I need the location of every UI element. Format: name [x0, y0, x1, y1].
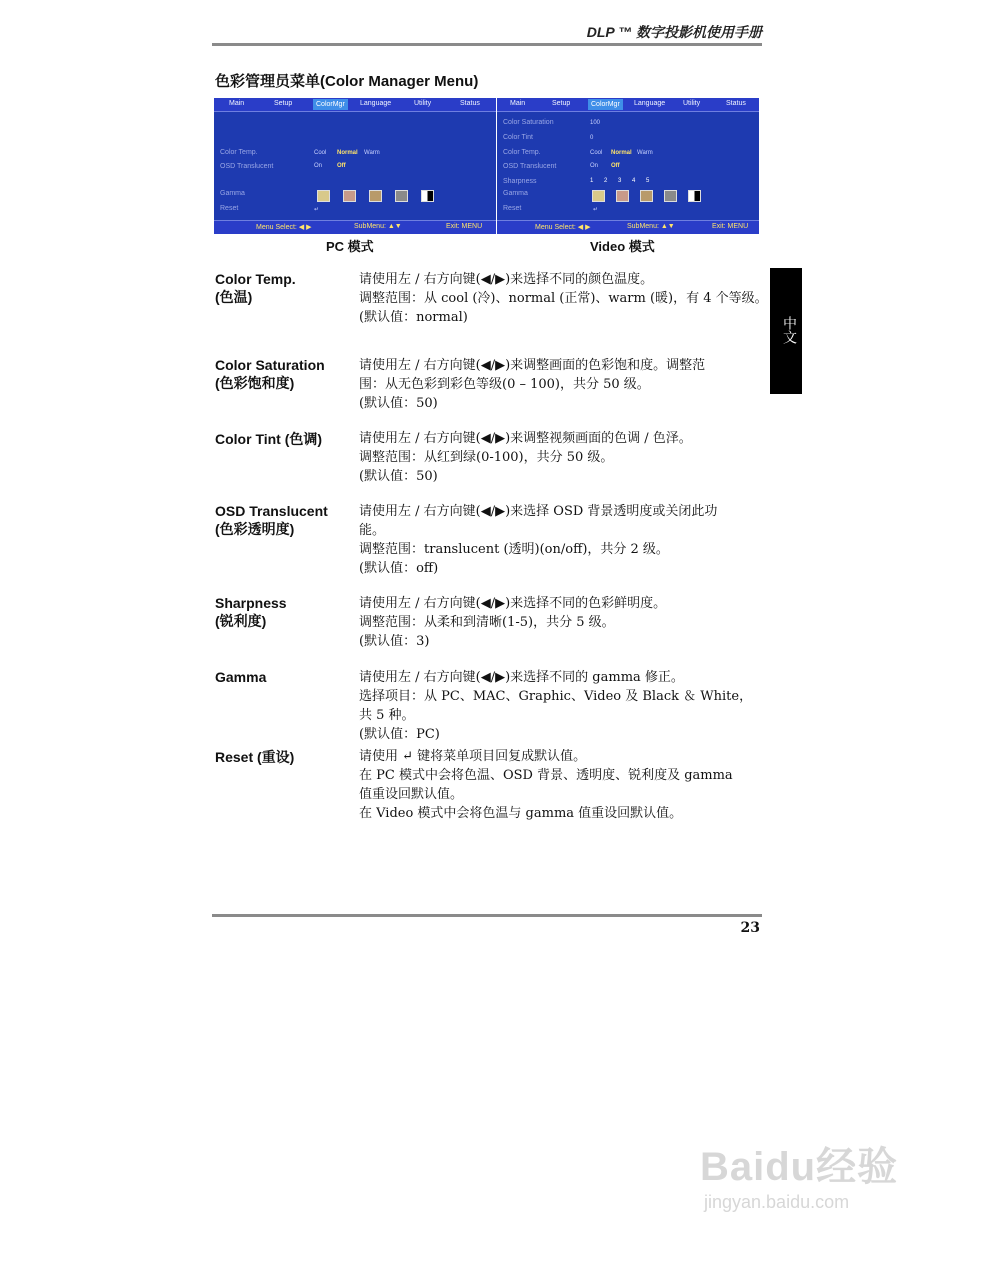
osd-tab-language: Language [634, 100, 666, 107]
osd-screenshot-pc [214, 98, 496, 234]
side-tab-label: 中文 [781, 316, 797, 344]
osd-value-off: Off [337, 163, 346, 169]
osd-tab-main: Main [510, 100, 526, 107]
osd-reset-symbol: ↵ [593, 207, 599, 213]
osd-value-cool: Cool [314, 150, 327, 156]
osd-value-tint: 0 [590, 135, 594, 141]
osd-label-gamma: Gamma [503, 190, 528, 197]
desc-color-tint: 请使用左 / 右方向键(◀/▶)来调整视频画面的色调 / 色泽。 调整范围：从红到绿(0-100)，共分 50 级。 (默认值：50) [359, 431, 692, 484]
gamma-video-icon [664, 190, 677, 202]
document-header-title: DLP ™ 数字投影机使用手册 [586, 24, 762, 40]
watermark [700, 1135, 898, 1213]
osd-tab-colormgr: ColorMgr [588, 99, 623, 110]
osd-tab-setup: Setup [552, 100, 571, 107]
gamma-pc-icon [592, 190, 605, 202]
osd-label-gamma: Gamma [220, 190, 245, 197]
gamma-black-white-icon [688, 190, 701, 202]
osd-value-normal: Normal [611, 150, 632, 156]
osd-tab-bar [214, 98, 496, 112]
osd-footer-menu-select: Menu Select: ◀ ▶ [256, 224, 312, 231]
osd-tab-colormgr: ColorMgr [313, 99, 348, 110]
section-title: 色彩管理员菜单(Color Manager Menu) [215, 73, 479, 90]
term-reset: Reset (重设) [215, 749, 295, 765]
gamma-mac-icon [616, 190, 629, 202]
osd-value-normal: Normal [337, 150, 358, 156]
osd-footer-submenu: SubMenu: ▲▼ [627, 223, 675, 230]
osd-value-on: On [314, 163, 323, 169]
header-rule [212, 43, 762, 46]
term-color-saturation: Color Saturation (色彩饱和度) [215, 357, 325, 391]
osd-label-osd-translucent: OSD Translucent [220, 163, 274, 170]
osd-value-cool: Cool [590, 150, 603, 156]
osd-label-color-saturation: Color Saturation [503, 119, 554, 126]
term-gamma: Gamma [215, 669, 267, 685]
osd-value-warm: Warm [637, 150, 653, 156]
gamma-black-white-icon [421, 190, 434, 202]
osd-footer-exit: Exit: MENU [446, 223, 483, 230]
page-number: 23 [740, 920, 760, 936]
osd-sharpness-1: 1 [590, 178, 594, 184]
video-mode-caption: Video 模式 [590, 239, 655, 254]
watermark-url: jingyan.baidu.com [704, 1192, 850, 1212]
osd-label-reset: Reset [503, 205, 522, 212]
osd-sharpness-2: 2 [604, 178, 608, 184]
osd-label-color-tint: Color Tint [503, 134, 533, 141]
osd-tab-language: Language [360, 100, 392, 107]
watermark-logo-text: Baidu经验 [700, 1145, 899, 1189]
gamma-graphic-icon [369, 190, 382, 202]
term-sharpness: Sharpness (锐利度) [215, 595, 287, 629]
osd-label-color-temp: Color Temp. [503, 149, 541, 156]
osd-label-osd-translucent: OSD Translucent [503, 163, 557, 170]
language-side-tab [770, 268, 802, 394]
gamma-pc-icon [317, 190, 330, 202]
term-osd-translucent: OSD Translucent (色彩透明度) [215, 503, 328, 537]
footer-rule [212, 914, 762, 917]
pc-mode-caption: PC 模式 [326, 239, 374, 254]
osd-tab-utility: Utility [414, 100, 432, 107]
osd-value-warm: Warm [364, 150, 380, 156]
osd-footer-exit: Exit: MENU [712, 223, 749, 230]
gamma-graphic-icon [640, 190, 653, 202]
osd-tab-status: Status [460, 100, 480, 107]
desc-osd-translucent: 请使用左 / 右方向键(◀/▶)来选择 OSD 背景透明度或关闭此功 能。 调整范围：translucent (透明)(on/off)，共分 2 级。 (默认值：off) [359, 504, 718, 576]
osd-label-reset: Reset [220, 205, 239, 212]
term-color-temp: Color Temp. (色温) [215, 271, 296, 305]
osd-label-sharpness: Sharpness [503, 178, 537, 185]
osd-tab-utility: Utility [683, 100, 701, 107]
osd-label-color-temp: Color Temp. [220, 149, 258, 156]
osd-value-off: Off [611, 163, 620, 169]
osd-reset-symbol: ↵ [314, 207, 320, 213]
desc-color-saturation: 请使用左 / 右方向键(◀/▶)来调整画面的色彩饱和度。调整范 围：从无色彩到彩色等级(0 – 100)，共分 50 级。 (默认值：50) [359, 358, 706, 411]
gamma-mac-icon [343, 190, 356, 202]
osd-footer [497, 220, 759, 234]
desc-gamma: 请使用左 / 右方向键(◀/▶)来选择不同的 gamma 修正。 选择项目：从 PC、MAC、Graphic、Video 及 Black ＆ White， 共 5 种。 (默认值：PC) [359, 670, 753, 742]
osd-sharpness-5: 5 [646, 178, 650, 184]
desc-sharpness: 请使用左 / 右方向键(◀/▶)来选择不同的色彩鲜明度。 调整范围：从柔和到清晰(1-5)，共分 5 级。 (默认值：3) [359, 596, 667, 649]
term-color-tint: Color Tint (色调) [215, 431, 323, 447]
desc-reset: 请使用 ↵ 键将菜单项目回复成默认值。 在 PC 模式中会将色温、OSD 背景、透明度、锐利度及 gamma 值重设回默认值。 在 Video 模式中会将色温与 gamma 值重设回默认值。 [359, 749, 733, 821]
osd-footer-menu-select: Menu Select: ◀ ▶ [535, 224, 591, 231]
osd-tab-main: Main [229, 100, 245, 107]
osd-footer-submenu: SubMenu: ▲▼ [354, 223, 402, 230]
osd-tab-setup: Setup [274, 100, 293, 107]
osd-tab-status: Status [726, 100, 746, 107]
osd-tab-bar [497, 98, 759, 112]
osd-screenshot-video [497, 98, 759, 234]
desc-color-temp: 请使用左 / 右方向键(◀/▶)来选择不同的颜色温度。 调整范围：从 cool (冷)、normal (正常)、warm (暖)，有 4 个等级。 (默认值：normal) [359, 272, 768, 325]
osd-sharpness-4: 4 [632, 178, 636, 184]
gamma-video-icon [395, 190, 408, 202]
osd-value-saturation: 100 [590, 120, 601, 126]
osd-value-on: On [590, 163, 599, 169]
osd-sharpness-3: 3 [618, 178, 622, 184]
osd-footer [214, 220, 496, 234]
